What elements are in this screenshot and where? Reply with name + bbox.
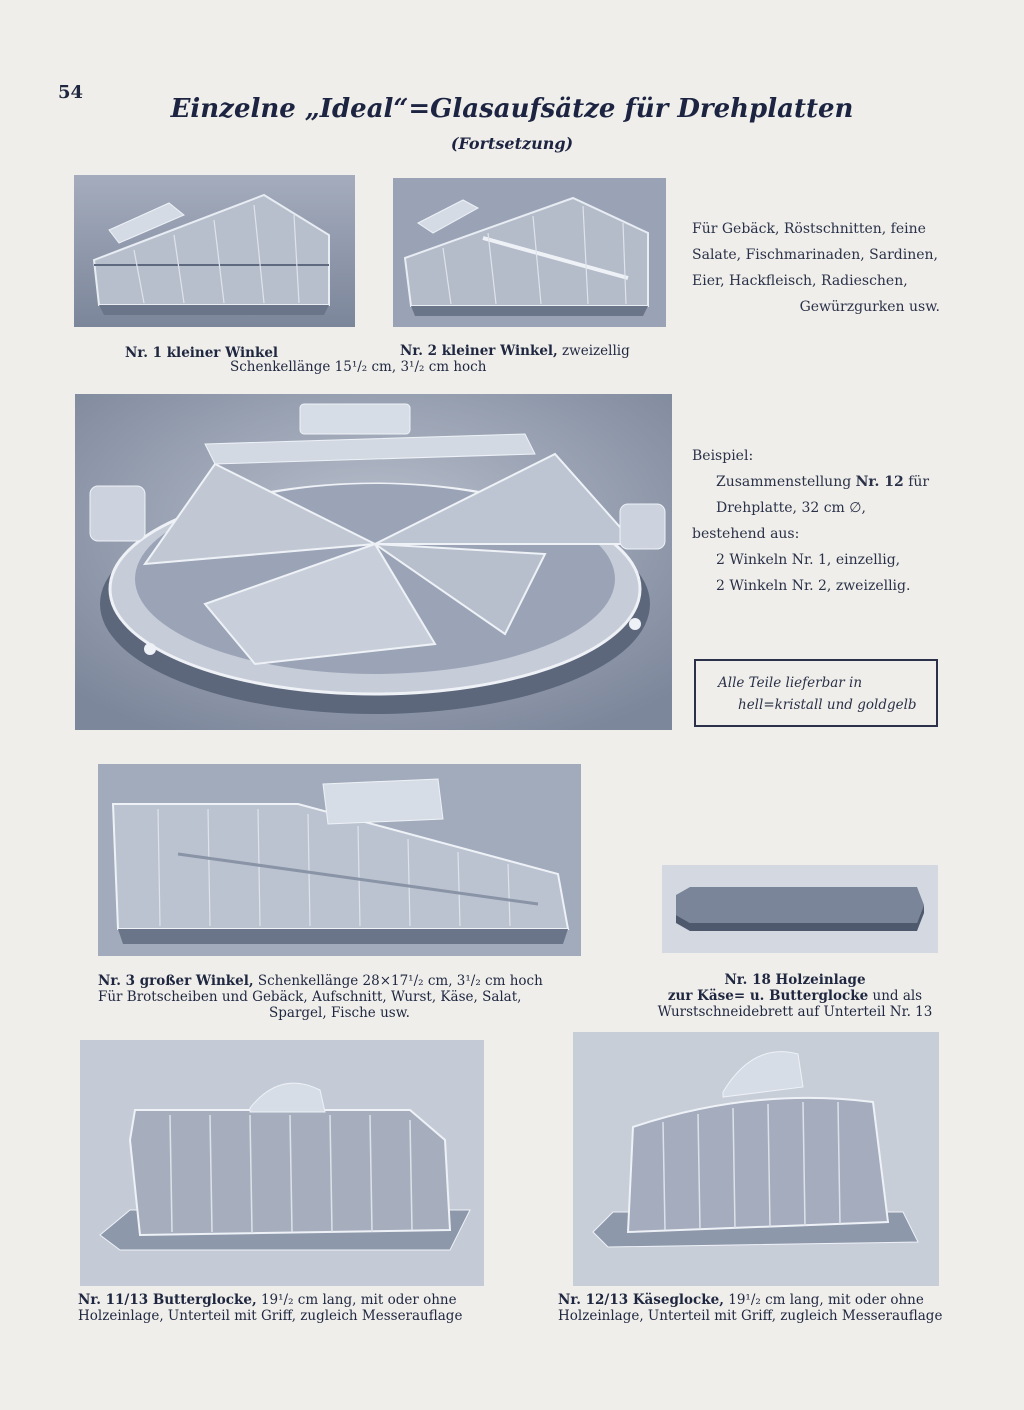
caption-nr3-text: Schenkellänge 28×17¹/₂ cm, 3¹/₂ cm hoch (253, 973, 543, 989)
example-line-1-text: Zusammenstellung (716, 474, 856, 490)
caption-nr3-bold: Nr. 3 großer Winkel, (98, 973, 254, 989)
glass-dish-illustration (393, 178, 666, 327)
caption-nr3-line-1 (98, 973, 581, 989)
availability-line-1: Alle Teile lieferbar in (718, 675, 863, 691)
caption-nr12-13-line-2: Holzeinlage, Unterteil mit Griff, zugleich Messerauflage (558, 1308, 943, 1324)
uses-line-2: Salate, Fischmarinaden, Sardinen, (692, 247, 938, 263)
example-line-4: 2 Winkeln Nr. 1, einzellig, (716, 552, 901, 568)
caption-nr18 (640, 972, 950, 1020)
turntable-illustration (75, 394, 672, 730)
example-line-1-end: für (903, 474, 930, 490)
caption-nr2-bold: Nr. 2 kleiner Winkel, (400, 343, 558, 359)
caption-nr11-13-line-2: Holzeinlage, Unterteil mit Griff, zugleich Messerauflage (78, 1308, 463, 1324)
caption-nr12-13-bold: Nr. 12/13 Käseglocke, (558, 1292, 724, 1308)
caption-nr11-13 (78, 1292, 498, 1324)
example-heading: Beispiel: (692, 448, 754, 464)
example-line-2: Drehplatte, 32 cm ∅, (716, 500, 866, 516)
caption-nr3-line-3: Spargel, Fische usw. (269, 1005, 410, 1021)
example-line-1 (692, 469, 952, 495)
glass-dish-illustration (74, 175, 355, 327)
caption-nr11-13-text: 19¹/₂ cm lang, mit oder ohne (256, 1292, 457, 1308)
photo-nr12-13-kaeseglocke (573, 1032, 939, 1286)
photo-nr11-13-butterglocke (80, 1040, 484, 1286)
butter-dish-illustration (80, 1040, 484, 1286)
caption-nr1-2-dimensions: Schenkellänge 15¹/₂ cm, 3¹/₂ cm hoch (230, 359, 487, 375)
caption-nr12-13-line-1 (558, 1292, 978, 1308)
availability-line-2: hell=kristall und goldgelb (738, 697, 917, 713)
caption-nr3-line-2: Für Brotscheiben und Gebäck, Aufschnitt, Wurst, Käse, Salat, (98, 989, 522, 1005)
page-title: Einzelne „Ideal“=Glasaufsätze für Drehplatten (170, 94, 854, 124)
caption-nr18-line-3: Wurstschneidebrett auf Unterteil Nr. 13 (657, 1004, 933, 1020)
caption-nr18-line-1 (640, 972, 950, 988)
caption-nr18-bold-1: Nr. 18 Holzeinlage (724, 972, 866, 988)
example-text (692, 443, 952, 599)
caption-nr1-bold: Nr. 1 kleiner Winkel (125, 345, 279, 361)
example-line-1-bold: Nr. 12 (855, 474, 904, 490)
uses-line-3: Eier, Hackfleisch, Radieschen, (692, 273, 908, 289)
page-number: 54 (58, 82, 84, 103)
caption-nr18-text-2: und als (868, 988, 923, 1004)
availability-box (694, 659, 938, 727)
photo-nr18-holzeinlage (662, 865, 938, 953)
caption-nr12-13 (558, 1292, 978, 1324)
page-subtitle: (Fortsetzung) (450, 134, 574, 153)
caption-nr2-text: zweizellig (557, 343, 630, 359)
caption-nr18-bold-2: zur Käse= u. Butterglocke (667, 988, 869, 1004)
uses-line-1: Für Gebäck, Röstschnitten, feine (692, 221, 926, 237)
example-line-3: bestehend aus: (692, 526, 800, 542)
photo-nr3-grosser-winkel (98, 764, 581, 956)
photo-drehplatte-zusammenstellung (75, 394, 672, 730)
uses-line-4: Gewürzgurken usw. (799, 299, 940, 315)
photo-nr2-kleiner-winkel-zweizellig (393, 178, 666, 327)
caption-nr3 (98, 973, 581, 1021)
photo-nr1-kleiner-winkel (74, 175, 355, 327)
glass-dish-illustration (98, 764, 581, 956)
caption-nr18-line-2 (640, 988, 950, 1004)
caption-nr11-13-line-1 (78, 1292, 498, 1308)
caption-nr12-13-text: 19¹/₂ cm lang, mit oder ohne (723, 1292, 924, 1308)
example-line-5: 2 Winkeln Nr. 2, zweizellig. (716, 578, 911, 594)
uses-text (692, 216, 940, 320)
caption-nr2 (400, 343, 630, 359)
caption-nr11-13-bold: Nr. 11/13 Butterglocke, (78, 1292, 257, 1308)
wooden-board-illustration (662, 865, 938, 953)
cheese-dish-illustration (573, 1032, 939, 1286)
